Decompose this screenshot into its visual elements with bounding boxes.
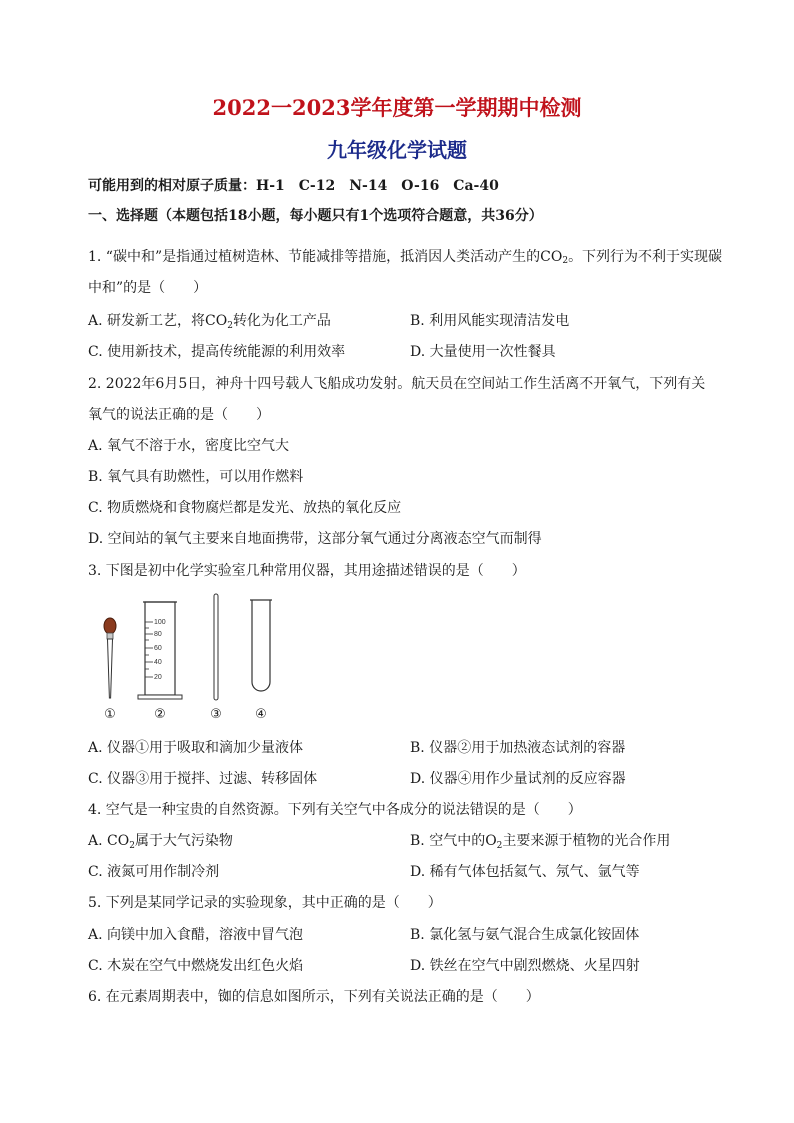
question-4-option-d: D. 稀有气体包括氦气、氖气、氩气等 xyxy=(410,864,640,880)
question-2-option-c: C. 物质燃烧和食物腐烂都是发光、放热的氧化反应 xyxy=(88,500,402,516)
figure-label-4: ④ xyxy=(255,707,267,722)
question-4-stem: 4. 空气是一种宝贵的自然资源。下列有关空气中各成分的说法错误的是（ ） xyxy=(88,802,582,818)
question-1-option-d: D. 大量使用一次性餐具 xyxy=(410,344,556,360)
question-2-stem-line1: 2. 2022年6月5日，神舟十四号载人飞船成功发射。航天员在空间站工作生活离不开氧气，下列有关 xyxy=(88,376,706,392)
figure-label-1: ① xyxy=(104,707,116,722)
cylinder-tick-20: 20 xyxy=(154,674,162,681)
glass-rod-icon xyxy=(214,594,218,700)
cylinder-tick-60: 60 xyxy=(154,645,162,652)
exam-subtitle: 九年级化学试题 xyxy=(327,138,467,162)
question-4-option-c: C. 液氮可用作制冷剂 xyxy=(88,864,220,880)
dropper-icon xyxy=(104,618,116,698)
figure-label-3: ③ xyxy=(210,707,222,722)
co2-formula: $CO_2$ xyxy=(540,249,569,266)
question-5-option-d: D. 铁丝在空气中剧烈燃烧、火星四射 xyxy=(410,958,640,974)
question-1-stem-line1: 1. “碳中和”是指通过植树造林、节能减排等措施，抵消因人类活动产生的$CO_2$。下列行为不利于实现碳 xyxy=(88,249,723,266)
question-2-option-b: B. 氧气具有助燃性，可以用作燃料 xyxy=(88,469,304,485)
question-3-option-d: D. 仪器④用作少量试剂的反应容器 xyxy=(410,771,626,787)
question-5-stem: 5. 下列是某同学记录的实验现象，其中正确的是（ ） xyxy=(88,895,442,911)
question-2-option-a: A. 氧气不溶于水，密度比空气大 xyxy=(88,438,290,454)
question-3-option-c: C. 仪器③用于搅拌、过滤、转移固体 xyxy=(88,771,318,787)
atomic-mass-line: 可能用到的相对原子质量：H-1 C-12 N-14 O-16 Ca-40 xyxy=(88,178,499,194)
figure-label-2: ② xyxy=(154,707,166,722)
question-2-option-d: D. 空间站的氧气主要来自地面携带，这部分氧气通过分离液态空气而制得 xyxy=(88,531,542,547)
cylinder-tick-100: 100 xyxy=(154,619,166,626)
question-1-option-c: C. 使用新技术，提高传统能源的利用效率 xyxy=(88,344,346,360)
question-1-stem-line2: 中和”的是（ ） xyxy=(88,280,208,296)
test-tube-icon xyxy=(250,600,272,691)
question-5-option-c: C. 木炭在空气中燃烧发出红色火焰 xyxy=(88,958,304,974)
question-4-option-a: A. $CO_2$属于大气污染物 xyxy=(88,833,233,851)
section-heading: 一、选择题（本题包括18小题，每小题只有1个选项符合题意，共36分） xyxy=(88,208,543,224)
question-5-option-b: B. 氯化氢与氨气混合生成氯化铵固体 xyxy=(410,927,640,943)
question-3-option-a: A. 仪器①用于吸取和滴加少量液体 xyxy=(88,740,304,756)
lab-instruments-figure xyxy=(88,590,308,724)
question-2-stem-line2: 氧气的说法正确的是（ ） xyxy=(88,407,270,423)
question-6-stem: 6. 在元素周期表中，铷的信息如图所示，下列有关说法正确的是（ ） xyxy=(88,989,540,1005)
question-1-option-a: A. 研发新工艺，将$CO_2$转化为化工产品 xyxy=(88,313,331,331)
graduated-cylinder-icon xyxy=(138,602,182,699)
cylinder-tick-80: 80 xyxy=(154,631,162,638)
question-3-stem: 3. 下图是初中化学实验室几种常用仪器，其用途描述错误的是（ ） xyxy=(88,563,526,579)
question-5-option-a: A. 向镁中加入食醋，溶液中冒气泡 xyxy=(88,927,304,943)
exam-title: 2022一2023学年度第一学期期中检测 xyxy=(212,95,582,120)
question-3-option-b: B. 仪器②用于加热液态试剂的容器 xyxy=(410,740,626,756)
question-1-option-b: B. 利用风能实现清洁发电 xyxy=(410,313,570,329)
cylinder-tick-40: 40 xyxy=(154,659,162,666)
question-4-option-b: B. 空气中的$O_2$主要来源于植物的光合作用 xyxy=(410,833,671,851)
